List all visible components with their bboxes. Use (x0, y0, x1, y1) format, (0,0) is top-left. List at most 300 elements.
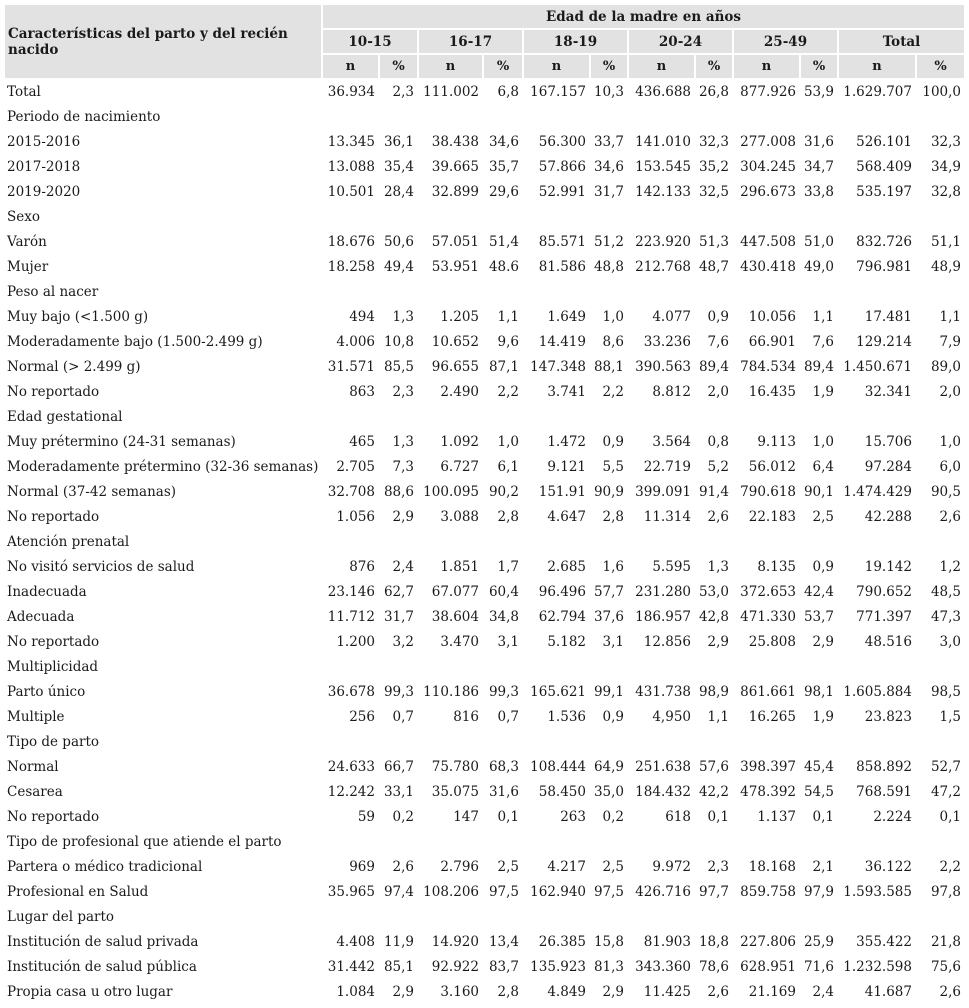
count-cell: 6.727 (440, 458, 479, 475)
row-label: Muy prétermino (24-31 semanas) (7, 433, 236, 450)
count-cell: 110.186 (423, 683, 479, 700)
count-cell: 165.621 (530, 683, 586, 700)
count-cell: 4.647 (547, 508, 586, 525)
row-label: No reportado (7, 383, 100, 400)
count-cell: 784.534 (740, 358, 796, 375)
count-cell: 494 (349, 308, 375, 325)
section-row (4, 829, 965, 854)
percent-cell: 1,0 (602, 308, 624, 325)
count-cell: 48.516 (864, 633, 912, 650)
count-cell: 153.545 (635, 158, 691, 175)
pct-header: % (695, 54, 733, 79)
age-group-header: 18-19 (523, 29, 628, 54)
count-cell: 390.563 (635, 358, 691, 375)
percent-cell: 0,2 (602, 808, 624, 825)
count-cell: 355.422 (856, 933, 912, 950)
percent-cell: 97,7 (698, 883, 729, 900)
count-cell: 21.169 (748, 983, 796, 1000)
count-cell: 2.224 (873, 808, 912, 825)
count-cell: 31.571 (327, 358, 375, 375)
count-cell: 58.450 (538, 783, 586, 800)
count-cell: 861.661 (740, 683, 796, 700)
percent-cell: 83,7 (488, 958, 519, 975)
percent-cell: 2,1 (812, 858, 834, 875)
percent-cell: 98,9 (698, 683, 729, 700)
count-cell: 15.706 (864, 433, 912, 450)
count-cell: 111.002 (423, 83, 479, 100)
percent-cell: 1,1 (812, 308, 834, 325)
count-cell: 304.245 (740, 158, 796, 175)
count-cell: 14.419 (538, 333, 586, 350)
count-cell: 430.418 (740, 258, 796, 275)
row-label: Cesarea (7, 783, 63, 800)
count-cell: 2.685 (547, 558, 586, 575)
count-cell: 1.649 (547, 308, 586, 325)
percent-cell: 75,6 (930, 958, 962, 975)
count-cell: 1.137 (757, 808, 796, 825)
count-cell: 4.077 (652, 308, 691, 325)
count-cell: 2.705 (336, 458, 375, 475)
percent-cell: 57,6 (698, 758, 729, 775)
percent-cell: 85,5 (383, 358, 414, 375)
section-label: Tipo de parto (7, 733, 100, 750)
percent-cell: 7,6 (707, 333, 729, 350)
percent-cell: 33,1 (383, 783, 414, 800)
corner-label: Características del parto y del recién nacido (4, 4, 322, 79)
row-label: Total (7, 83, 41, 100)
count-cell: 2.490 (440, 383, 479, 400)
count-cell: 36.934 (327, 83, 375, 100)
percent-cell: 0,1 (497, 808, 519, 825)
percent-cell: 6,8 (497, 83, 519, 100)
percent-cell: 2,9 (602, 983, 624, 1000)
percent-cell: 0,9 (812, 558, 834, 575)
percent-cell: 31,6 (488, 783, 519, 800)
percent-cell: 48,8 (593, 258, 624, 275)
count-cell: 85.571 (538, 233, 586, 250)
percent-cell: 99,3 (488, 683, 519, 700)
count-cell: 251.638 (635, 758, 691, 775)
percent-cell: 45,4 (803, 758, 834, 775)
count-cell: 4,950 (652, 708, 691, 725)
section-label: Periodo de nacimiento (7, 108, 161, 125)
percent-cell: 2,3 (392, 383, 414, 400)
count-cell: 41.687 (864, 983, 912, 1000)
count-cell: 23.823 (864, 708, 912, 725)
total-header: Total (838, 29, 965, 54)
percent-cell: 1,3 (707, 558, 729, 575)
percent-cell: 1,2 (939, 558, 962, 575)
percent-cell: 48.6 (488, 258, 519, 275)
row-label: Multiple (7, 708, 65, 725)
count-cell: 13.345 (327, 133, 375, 150)
percent-cell: 2,6 (939, 983, 962, 1000)
percent-cell: 1,0 (812, 433, 834, 450)
percent-cell: 26,8 (698, 83, 729, 100)
count-cell: 3.741 (547, 383, 586, 400)
count-cell: 436.688 (635, 83, 691, 100)
table-row (4, 629, 965, 654)
count-cell: 33.236 (643, 333, 691, 350)
row-label: No reportado (7, 508, 100, 525)
count-cell: 67.077 (431, 583, 479, 600)
percent-cell: 2,8 (602, 508, 624, 525)
percent-cell: 0,8 (707, 433, 729, 450)
count-cell: 56.300 (538, 133, 586, 150)
section-label: Peso al nacer (7, 283, 99, 300)
percent-cell: 18,8 (698, 933, 729, 950)
row-label: 2019-2020 (7, 183, 81, 200)
row-label: Institución de salud privada (7, 933, 199, 950)
count-cell: 223.920 (635, 233, 691, 250)
table-row (4, 854, 965, 879)
section-row (4, 404, 965, 429)
percent-cell: 97,9 (803, 883, 834, 900)
table-row (4, 329, 965, 354)
count-cell: 18.168 (748, 858, 796, 875)
count-cell: 18.258 (327, 258, 375, 275)
count-cell: 62.794 (538, 608, 586, 625)
count-cell: 96.496 (538, 583, 586, 600)
percent-cell: 98,5 (930, 683, 962, 700)
count-cell: 11.314 (643, 508, 691, 525)
count-cell: 876 (349, 558, 375, 575)
percent-cell: 34,8 (488, 608, 519, 625)
table-row (4, 604, 965, 629)
percent-cell: 0,1 (939, 808, 962, 825)
count-cell: 22.183 (748, 508, 796, 525)
n-header: n (523, 54, 590, 79)
table-row (4, 579, 965, 604)
percent-cell: 2,3 (392, 83, 414, 100)
percent-cell: 6,4 (812, 458, 834, 475)
percent-cell: 1,0 (497, 433, 519, 450)
count-cell: 4.006 (336, 333, 375, 350)
percent-cell: 31,7 (383, 608, 414, 625)
count-cell: 11.712 (327, 608, 375, 625)
table-row (4, 179, 965, 204)
percent-cell: 0,7 (497, 708, 519, 725)
percent-cell: 97,4 (383, 883, 414, 900)
row-label: Profesional en Salud (7, 883, 149, 900)
section-row (4, 654, 965, 679)
row-label: Parto único (7, 683, 86, 700)
percent-cell: 51,4 (488, 233, 519, 250)
section-row (4, 279, 965, 304)
percent-cell: 50,6 (383, 233, 414, 250)
percent-cell: 47,3 (930, 608, 962, 625)
count-cell: 3.470 (440, 633, 479, 650)
count-cell: 14.920 (431, 933, 479, 950)
age-group-header: 10-15 (322, 29, 418, 54)
table-row (4, 804, 965, 829)
count-cell: 426.716 (635, 883, 691, 900)
count-cell: 12.856 (643, 633, 691, 650)
percent-cell: 2,6 (939, 508, 962, 525)
count-cell: 81.903 (643, 933, 691, 950)
percent-cell: 48,7 (698, 258, 729, 275)
percent-cell: 97,5 (593, 883, 624, 900)
percent-cell: 3,1 (497, 633, 519, 650)
percent-cell: 51,2 (593, 233, 624, 250)
row-label: Normal (7, 758, 59, 775)
count-cell: 618 (665, 808, 691, 825)
row-label: Inadecuada (7, 583, 87, 600)
count-cell: 53.951 (431, 258, 479, 275)
section-row (4, 904, 965, 929)
count-cell: 147 (453, 808, 479, 825)
row-label: No visitó servicios de salud (7, 558, 195, 575)
count-cell: 19.142 (864, 558, 912, 575)
row-label: 2015-2016 (7, 133, 81, 150)
row-label: Varón (7, 233, 47, 250)
percent-cell: 68,3 (488, 758, 519, 775)
percent-cell: 34,7 (803, 158, 834, 175)
count-cell: 18.676 (327, 233, 375, 250)
percent-cell: 64,9 (593, 758, 624, 775)
n-header: n (628, 54, 695, 79)
count-cell: 24.633 (327, 758, 375, 775)
percent-cell: 66,7 (383, 758, 414, 775)
count-cell: 186.957 (635, 608, 691, 625)
percent-cell: 2,4 (812, 983, 834, 1000)
count-cell: 167.157 (530, 83, 586, 100)
percent-cell: 15,8 (593, 933, 624, 950)
count-cell: 36.678 (327, 683, 375, 700)
count-cell: 372.653 (740, 583, 796, 600)
count-cell: 66.901 (748, 333, 796, 350)
section-label: Atención prenatal (7, 533, 130, 550)
percent-cell: 90,5 (930, 483, 962, 500)
percent-cell: 90,9 (593, 483, 624, 500)
percent-cell: 1,9 (812, 708, 834, 725)
pct-header: % (800, 54, 838, 79)
count-cell: 75.780 (431, 758, 479, 775)
count-cell: 465 (349, 433, 375, 450)
percent-cell: 2,0 (707, 383, 729, 400)
table-row (4, 929, 965, 954)
count-cell: 96.655 (431, 358, 479, 375)
percent-cell: 10,8 (383, 333, 414, 350)
count-cell: 4.849 (547, 983, 586, 1000)
section-label: Edad gestational (7, 408, 123, 425)
n-header: n (838, 54, 916, 79)
percent-cell: 81,3 (593, 958, 624, 975)
percent-cell: 1,1 (939, 308, 962, 325)
row-label: No reportado (7, 633, 100, 650)
table-row (4, 979, 965, 1004)
count-cell: 535.197 (856, 183, 912, 200)
percent-cell: 3,0 (939, 633, 962, 650)
count-cell: 142.133 (635, 183, 691, 200)
count-cell: 3.564 (652, 433, 691, 450)
percent-cell: 36,1 (383, 133, 414, 150)
count-cell: 8.812 (652, 383, 691, 400)
section-label: Lugar del parto (7, 908, 115, 925)
count-cell: 796.981 (856, 258, 912, 275)
table-body (4, 79, 965, 1004)
pct-header: % (483, 54, 523, 79)
percent-cell: 7,6 (812, 333, 834, 350)
percent-cell: 35,7 (488, 158, 519, 175)
count-cell: 816 (453, 708, 479, 725)
row-label: Moderadamente prétermino (32-36 semanas) (7, 458, 319, 475)
count-cell: 9.972 (652, 858, 691, 875)
percent-cell: 2,8 (497, 508, 519, 525)
percent-cell: 35,4 (383, 158, 414, 175)
percent-cell: 11,9 (383, 933, 414, 950)
percent-cell: 51,3 (698, 233, 729, 250)
count-cell: 256 (349, 708, 375, 725)
count-cell: 858.892 (856, 758, 912, 775)
count-cell: 343.360 (635, 958, 691, 975)
count-cell: 147.348 (530, 358, 586, 375)
percent-cell: 2,2 (602, 383, 624, 400)
percent-cell: 0,9 (707, 308, 729, 325)
percent-cell: 5,2 (707, 458, 729, 475)
row-label: 2017-2018 (7, 158, 81, 175)
count-cell: 5.595 (652, 558, 691, 575)
count-cell: 162.940 (530, 883, 586, 900)
percent-cell: 49,0 (803, 258, 834, 275)
percent-cell: 1,1 (707, 708, 729, 725)
percent-cell: 7,3 (392, 458, 414, 475)
count-cell: 296.673 (740, 183, 796, 200)
percent-cell: 53,9 (803, 83, 834, 100)
count-cell: 1.474.429 (843, 483, 912, 500)
percent-cell: 57,7 (593, 583, 624, 600)
count-cell: 23.146 (327, 583, 375, 600)
table-row (4, 754, 965, 779)
count-cell: 59 (357, 808, 375, 825)
percent-cell: 42,4 (803, 583, 834, 600)
percent-cell: 90,1 (803, 483, 834, 500)
count-cell: 9.121 (547, 458, 586, 475)
count-cell: 36.122 (864, 858, 912, 875)
percent-cell: 2,2 (497, 383, 519, 400)
count-cell: 31.442 (327, 958, 375, 975)
percent-cell: 35,2 (698, 158, 729, 175)
percent-cell: 31,7 (593, 183, 624, 200)
table-row (4, 454, 965, 479)
count-cell: 863 (349, 383, 375, 400)
count-cell: 16.435 (748, 383, 796, 400)
percent-cell: 33,7 (593, 133, 624, 150)
percent-cell: 1,0 (939, 433, 962, 450)
count-cell: 141.010 (635, 133, 691, 150)
count-cell: 10.501 (327, 183, 375, 200)
percent-cell: 0,1 (812, 808, 834, 825)
percent-cell: 1,6 (602, 558, 624, 575)
pct-header: % (590, 54, 628, 79)
percent-cell: 48,9 (930, 258, 962, 275)
percent-cell: 2,5 (602, 858, 624, 875)
count-cell: 227.806 (740, 933, 796, 950)
percent-cell: 99,3 (383, 683, 414, 700)
count-cell: 1.092 (440, 433, 479, 450)
count-cell: 17.481 (864, 308, 912, 325)
percent-cell: 42,2 (698, 783, 729, 800)
count-cell: 39.665 (431, 158, 479, 175)
table-row (4, 229, 965, 254)
count-cell: 832.726 (856, 233, 912, 250)
percent-cell: 87,1 (488, 358, 519, 375)
count-cell: 9.113 (757, 433, 796, 450)
percent-cell: 34,6 (593, 158, 624, 175)
count-cell: 5.182 (547, 633, 586, 650)
count-cell: 277.008 (740, 133, 796, 150)
count-cell: 38.438 (431, 133, 479, 150)
n-header: n (733, 54, 800, 79)
percent-cell: 2,9 (392, 508, 414, 525)
percent-cell: 53,0 (698, 583, 729, 600)
percent-cell: 25,9 (803, 933, 834, 950)
count-cell: 25.808 (748, 633, 796, 650)
count-cell: 1.851 (440, 558, 479, 575)
percent-cell: 35,0 (593, 783, 624, 800)
table-header (4, 4, 965, 79)
count-cell: 431.738 (635, 683, 691, 700)
count-cell: 184.432 (635, 783, 691, 800)
row-label: Partera o médico tradicional (7, 858, 203, 875)
percent-cell: 32,5 (698, 183, 729, 200)
count-cell: 32.708 (327, 483, 375, 500)
count-cell: 57.051 (431, 233, 479, 250)
percent-cell: 2,5 (812, 508, 834, 525)
count-cell: 11.425 (643, 983, 691, 1000)
count-cell: 151.91 (538, 483, 586, 500)
percent-cell: 2,3 (707, 858, 729, 875)
age-group-header: 25-49 (733, 29, 838, 54)
percent-cell: 52,7 (930, 758, 962, 775)
percent-cell: 51,0 (803, 233, 834, 250)
percent-cell: 100,0 (922, 83, 962, 100)
percent-cell: 2,6 (707, 508, 729, 525)
count-cell: 3.088 (440, 508, 479, 525)
count-cell: 4.408 (336, 933, 375, 950)
percent-cell: 51,1 (930, 233, 962, 250)
percent-cell: 60,4 (488, 583, 519, 600)
percent-cell: 34,6 (488, 133, 519, 150)
table-row (4, 704, 965, 729)
percent-cell: 47,2 (930, 783, 962, 800)
percent-cell: 31,6 (803, 133, 834, 150)
percent-cell: 89,4 (698, 358, 729, 375)
count-cell: 57.866 (538, 158, 586, 175)
percent-cell: 2,5 (497, 858, 519, 875)
table-row (4, 879, 965, 904)
percent-cell: 33,8 (803, 183, 834, 200)
percent-cell: 0,2 (392, 808, 414, 825)
section-label: Tipo de profesional que atiende el parto (7, 833, 282, 850)
percent-cell: 89,4 (803, 358, 834, 375)
percent-cell: 0,7 (392, 708, 414, 725)
percent-cell: 21,8 (930, 933, 962, 950)
table-row (4, 129, 965, 154)
count-cell: 1.536 (547, 708, 586, 725)
table-row (4, 479, 965, 504)
count-cell: 859.758 (740, 883, 796, 900)
count-cell: 1.200 (336, 633, 375, 650)
count-cell: 1.593.585 (843, 883, 912, 900)
count-cell: 568.409 (856, 158, 912, 175)
percent-cell: 2,8 (497, 983, 519, 1000)
percent-cell: 91,4 (698, 483, 729, 500)
percent-cell: 28,4 (383, 183, 414, 200)
section-row (4, 529, 965, 554)
section-row (4, 204, 965, 229)
percent-cell: 1,5 (939, 708, 962, 725)
